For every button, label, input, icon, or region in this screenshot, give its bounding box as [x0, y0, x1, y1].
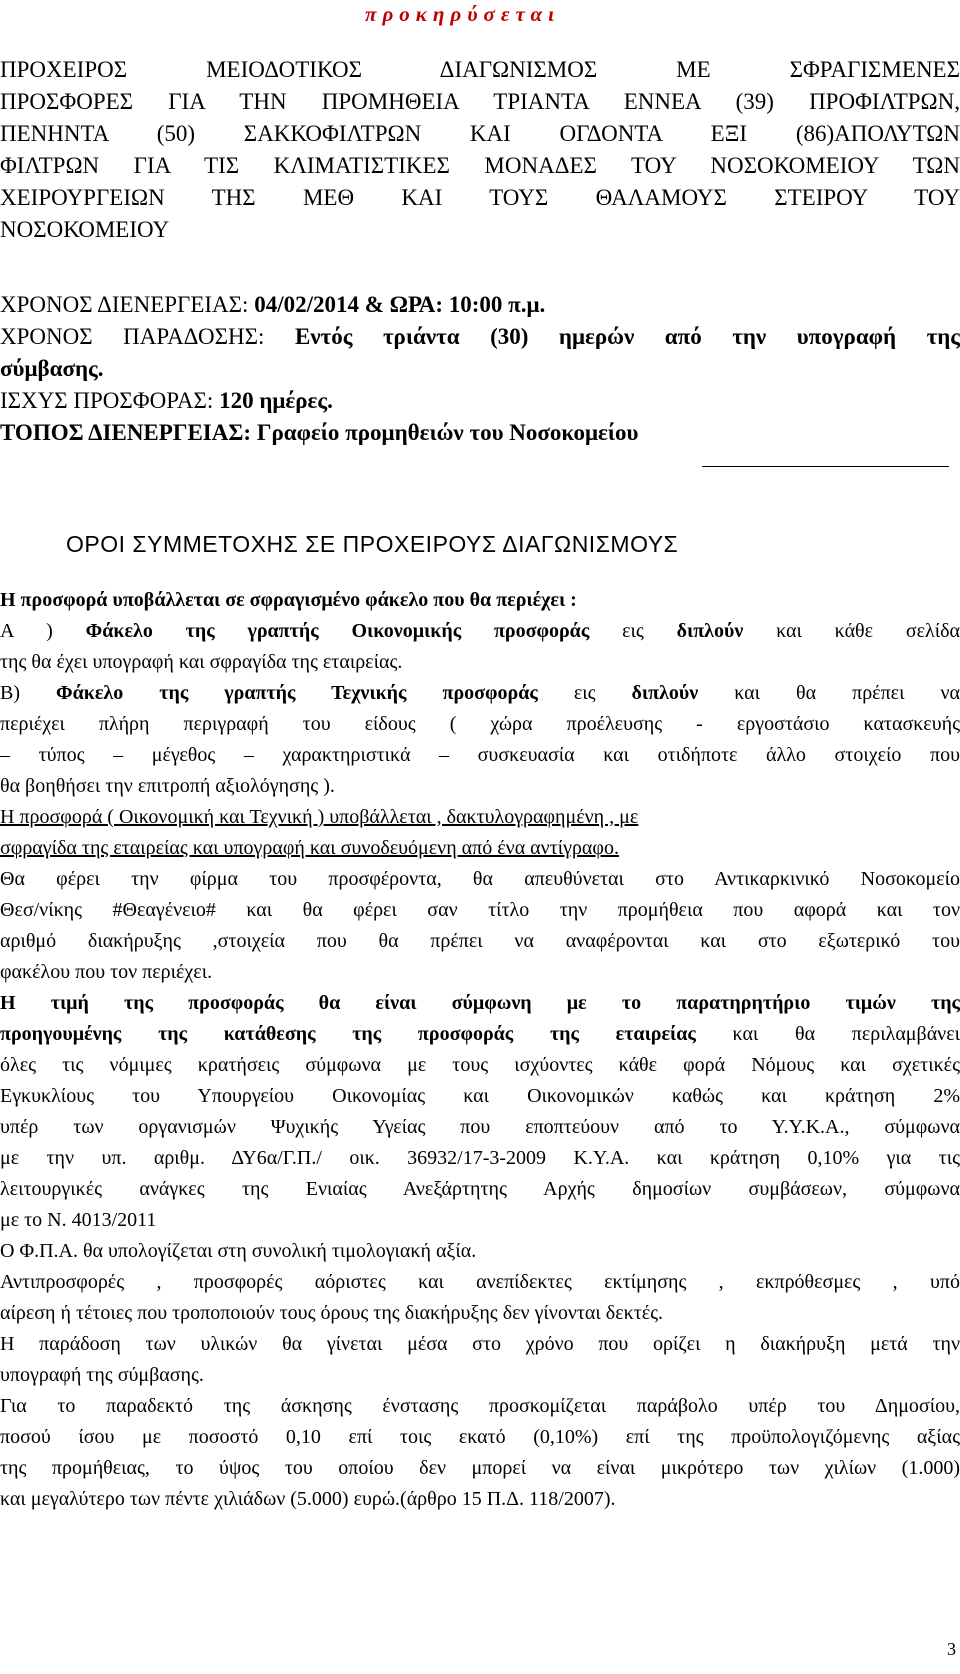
price-line: λειτουργικές ανάγκες της Ενιαίας Ανεξάρτητης Αρχής δημοσίων συμβάσεων, σύμφωνα — [0, 1178, 960, 1200]
title-line: ΝΟΣΟΚΟΜΕΙΟΥ — [0, 217, 170, 242]
page-heading: προκηρύσεται — [365, 2, 560, 26]
body-text — [0, 585, 960, 1515]
page-number: 3 — [947, 1639, 956, 1659]
price-line: υπέρ των οργανισμών Ψυχικής Υγείας που εποπτεύουν από το Υ.Υ.Κ.Α., σύμφωνα — [0, 1116, 960, 1138]
price-line: με το Ν. 4013/2011 — [0, 1209, 157, 1231]
delivery-para-line: Η παράδοση των υλικών θα γίνεται μέσα στο χρόνο που ορίζει η διακήρυξη μετά την — [0, 1333, 960, 1355]
item-a-bold2: διπλούν — [676, 620, 744, 642]
item-a-line2: της θα έχει υπογραφή και σφραγίδα της εταιρείας. — [0, 651, 403, 673]
tender-title — [0, 54, 960, 246]
validity-row — [0, 385, 333, 417]
counter-line: αίρεση ή τέτοιες που τροποποιούν τους όρους της διακήρυξης δεν γίνονται δεκτές. — [0, 1302, 664, 1324]
delivery-para-line: υπογραφή της σύμβασης. — [0, 1364, 204, 1386]
item-a-bold: Φάκελο της γραπτής Οικονομικής προσφοράς — [85, 620, 590, 642]
underlined-line: σφραγίδα της εταιρείας και υπογραφή και συνοδευόμενη από ένα αντίγραφο. — [0, 837, 619, 859]
item-b-line3: – τύπος – μέγεθος – χαρακτηριστικά – συσκευασία και οτιδήποτε άλλο στοιχείο που — [0, 744, 960, 766]
title-line: ΦΙΛΤΡΩΝ ΓΙΑ ΤΙΣ ΚΛΙΜΑΤΙΣΤΙΚΕΣ ΜΟΝΑΔΕΣ ΤΟΥ ΝΟΣΟΚΟΜΕΙΟΥ ΤΩΝ — [0, 153, 960, 178]
delivery-line — [0, 321, 960, 353]
time-label: ΧΡΟΝΟΣ ΔΙΕΝΕΡΓΕΙΑΣ: — [0, 292, 255, 317]
title-line: ΠΕΝΗΝΤΑ (50) ΣΑΚΚΟΦΙΛΤΡΩΝ ΚΑΙ ΟΓΔΟΝΤΑ ΕΞΙ (86)ΑΠΟΛΥΤΩΝ — [0, 121, 960, 146]
place-row — [0, 417, 638, 449]
time-row — [0, 289, 545, 321]
item-b-bold: Φάκελο της γραπτής Τεχνικής προσφοράς — [56, 682, 538, 704]
delivery-label: ΧΡΟΝΟΣ ΠΑΡΑΔΟΣΗΣ: — [0, 324, 295, 349]
objection-line: ποσού ίσου με ποσοστό 0,10 επί τοις εκατό (0,10%) επί της προϋπολογιζόμενης αξίας — [0, 1426, 960, 1448]
delivery-value-cont: σύμβασης. — [0, 356, 104, 381]
objection-line: της προμήθειας, το ύψος του οποίου δεν μπορεί να είναι μικρότερο των χιλίων (1.000) — [0, 1457, 960, 1479]
underlined-line: Η προσφορά ( Οικονομική και Τεχνική ) υποβάλλεται , δακτυλογραφημένη , με — [0, 806, 639, 828]
counter-line: Αντιπροσφορές , προσφορές αόριστες και ανεπίδεκτες εκτίμησης , εκπρόθεσμες , υπό — [0, 1271, 960, 1293]
place-value: Γραφείο προμηθειών του Νοσοκομείου — [256, 420, 639, 445]
place-label: ΤΟΠΟΣ ΔΙΕΝΕΡΓΕΙΑΣ: — [0, 420, 257, 445]
intro-line: Η προσφορά υποβάλλεται σε σφραγισμένο φάκελο που θα περιέχει : — [0, 589, 577, 611]
time-value: 04/02/2014 & ΩΡΑ: 10:00 π.μ. — [254, 292, 546, 317]
item-a-line: Α ) Φάκελο της γραπτής Οικονομικής προσφοράς εις διπλούν και κάθε σελίδα — [0, 620, 960, 642]
item-b-line2: περιέχει πλήρη περιγραφή του είδους ( χώρα προέλευσης - εργοστάσιο κατασκευής — [0, 713, 960, 735]
price-bold-line: Η τιμή της προσφοράς θα είναι σύμφωνη με το παρατηρητήριο τιμών της — [0, 992, 960, 1014]
validity-label: ΙΣΧΥΣ ΠΡΟΣΦΟΡΑΣ: — [0, 388, 220, 413]
title-line: ΠΡΟΣΦΟΡΕΣ ΓΙΑ ΤΗΝ ΠΡΟΜΗΘΕΙΑ ΤΡΙΑΝΤΑ ΕΝΝΕΑ (39) ΠΡΟΦΙΛΤΡΩΝ, — [0, 89, 960, 114]
envelope-line: αριθμό διακήρυξης ,στοιχεία που θα πρέπει να αναφέρονται και στο εξωτερικό του — [0, 930, 960, 952]
item-b-line: Β) Φάκελο της γραπτής Τεχνικής προσφοράς εις διπλούν και θα πρέπει να — [0, 682, 960, 704]
delivery-value: Εντός τριάντα (30) ημερών από την υπογραφή της — [294, 324, 960, 349]
envelope-line: Θα φέρει την φίρμα του προσφέροντα, θα απευθύνεται στο Αντικαρκινικό Νοσοκομείο — [0, 868, 960, 890]
price-line: Εγκυκλίους του Υπουργείου Οικονομίας και Οικονομικών καθώς και κράτηση 2% — [0, 1085, 960, 1107]
section-subtitle: ΟΡΟΙ ΣΥΜΜΕΤΟΧΗΣ ΣΕ ΠΡΟΧΕΙΡΟΥΣ ΔΙΑΓΩΝΙΣΜΟΥΣ — [66, 531, 679, 557]
title-line: ΧΕΙΡΟΥΡΓΕΙΩΝ ΤΗΣ ΜΕΘ ΚΑΙ ΤΟΥΣ ΘΑΛΑΜΟΥΣ ΣΤΕΙΡΟΥ ΤΟΥ — [0, 185, 960, 210]
delivery-row — [0, 321, 960, 385]
price-line: όλες τις νόμιμες κρατήσεις σύμφωνα με τους ισχύοντες κάθε φορά Νόμους και σχετικές — [0, 1054, 960, 1076]
envelope-line: φακέλου που τον περιέχει. — [0, 961, 213, 983]
vat-line: Ο Φ.Π.Α. θα υπολογίζεται στη συνολική τιμολογιακή αξία. — [0, 1240, 477, 1262]
objection-line: Για το παραδεκτό της άσκησης ένστασης προσκομίζεται παράβολο υπέρ του Δημοσίου, — [0, 1395, 960, 1417]
underline-rule — [702, 466, 949, 467]
price-line: με την υπ. αριθμ. ΔΥ6α/Γ.Π./ οικ. 36932/17-3-2009 Κ.Υ.Α. και κράτηση 0,10% για τις — [0, 1147, 960, 1169]
title-line: ΠΡΟΧΕΙΡΟΣ ΜΕΙΟΔΟΤΙΚΟΣ ΔΙΑΓΩΝΙΣΜΟΣ ΜΕ ΣΦΡΑΓΙΣΜΕΝΕΣ — [0, 57, 960, 82]
validity-value: 120 ημέρες. — [219, 388, 333, 413]
item-b-bold2: διπλούν — [631, 682, 699, 704]
price-line: προηγουμένης της κατάθεσης της προσφοράς της εταιρείας και θα περιλαμβάνει — [0, 1023, 960, 1045]
item-b-line4: θα βοηθήσει την επιτροπή αξιολόγησης ). — [0, 775, 335, 797]
objection-line: και μεγαλύτερο των πέντε χιλιάδων (5.000) ευρώ.(άρθρο 15 Π.Δ. 118/2007). — [0, 1488, 616, 1510]
envelope-line: Θεσ/νίκης #Θεαγένειο# και θα φέρει σαν τίτλο την προμήθεια που αφορά και τον — [0, 899, 960, 921]
